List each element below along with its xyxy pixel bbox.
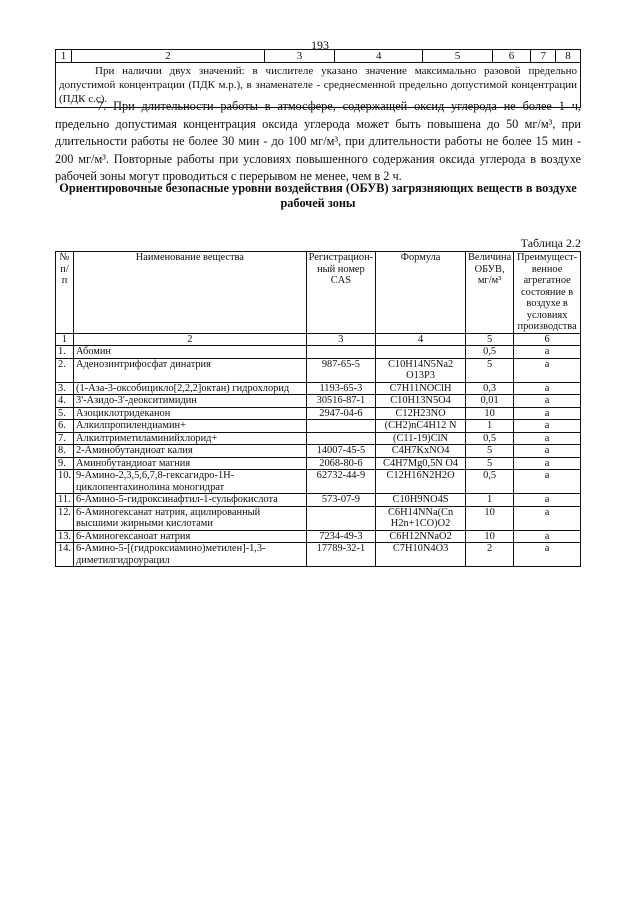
cas-number	[306, 506, 376, 530]
obuv-value: 5	[465, 457, 513, 470]
column-number: 5	[465, 333, 513, 346]
row-number: 9.	[56, 457, 74, 470]
cas-number	[306, 420, 376, 433]
section-title: Ориентировочные безопасные уровни воздействия (ОБУВ) загрязняющих веществ в воздухе рабочей зоны	[59, 181, 577, 210]
row-number: 6.	[56, 420, 74, 433]
substance-name: 6-Аминогексаноат натрия	[74, 530, 307, 543]
substance-name: (1-Аза-3-оксобицикло[2,2,2]октан) гидрохлорид	[74, 382, 307, 395]
obuv-value: 0,3	[465, 382, 513, 395]
substance-name: 2-Аминобутандиоат калия	[74, 445, 307, 458]
aggregate-state: а	[514, 506, 581, 530]
row-number: 12.	[56, 506, 74, 530]
obuv-value: 5	[465, 358, 513, 382]
formula: C7H11NOClH	[376, 382, 466, 395]
cas-number	[306, 432, 376, 445]
column-number: 3	[264, 50, 334, 63]
column-number: 6	[492, 50, 531, 63]
column-number: 4	[376, 333, 466, 346]
cas-number: 1193-65-3	[306, 382, 376, 395]
table-row	[56, 407, 581, 420]
table-row	[56, 543, 581, 567]
obuv-value: 0,5	[465, 346, 513, 359]
table-row	[56, 530, 581, 543]
obuv-value: 10	[465, 506, 513, 530]
aggregate-state: а	[514, 382, 581, 395]
obuv-value: 0,01	[465, 395, 513, 408]
column-number: 8	[556, 50, 581, 63]
obuv-value: 2	[465, 543, 513, 567]
cas-number: 987-65-5	[306, 358, 376, 382]
row-number: 2.	[56, 358, 74, 382]
header-number: № п/п	[56, 252, 74, 334]
cas-number: 2068-80-6	[306, 457, 376, 470]
aggregate-state: а	[514, 530, 581, 543]
formula: C6H12NNaO2	[376, 530, 466, 543]
column-number: 6	[514, 333, 581, 346]
row-number: 10.	[56, 470, 74, 494]
row-number: 13.	[56, 530, 74, 543]
table-note: При наличии двух значений: в числителе указано значение максимально разовой предельно допустимой концентрации (ПДК м.р.), в знаменателе - среднесменной предельно допустимой концентрации (ПДК с.с).	[56, 63, 581, 108]
obuv-value: 10	[465, 530, 513, 543]
obuv-value: 10	[465, 407, 513, 420]
formula: (CH2)nC4H12 N	[376, 420, 466, 433]
column-number-row	[56, 50, 581, 63]
table-header-row	[56, 252, 581, 334]
row-number: 8.	[56, 445, 74, 458]
column-number-row	[56, 333, 581, 346]
cas-number: 17789-32-1	[306, 543, 376, 567]
column-number: 2	[71, 50, 264, 63]
page-number: 193	[311, 38, 329, 52]
cas-number: 2947-04-6	[306, 407, 376, 420]
table-row	[56, 470, 581, 494]
substance-name: 3'-Азидо-3'-деокситимидин	[74, 395, 307, 408]
table-row	[56, 457, 581, 470]
formula: C4H7KxNO4	[376, 445, 466, 458]
formula: C10H13N5O4	[376, 395, 466, 408]
formula: C10H14N5Na2 O13P3	[376, 358, 466, 382]
aggregate-state: а	[514, 457, 581, 470]
obuv-value: 0,5	[465, 470, 513, 494]
aggregate-state: а	[514, 445, 581, 458]
formula: C10H9NO4S	[376, 494, 466, 507]
column-number: 3	[306, 333, 376, 346]
aggregate-state: а	[514, 420, 581, 433]
cas-number: 62732-44-9	[306, 470, 376, 494]
aggregate-state: а	[514, 358, 581, 382]
table-row	[56, 420, 581, 433]
table-row	[56, 346, 581, 359]
column-number: 2	[74, 333, 307, 346]
header-cas: Регистрацион-ный номер CAS	[306, 252, 376, 334]
obuv-value: 5	[465, 445, 513, 458]
substance-name: Алкилтриметиламинийхлорид+	[74, 432, 307, 445]
row-number: 14.	[56, 543, 74, 567]
obuv-value: 1	[465, 420, 513, 433]
aggregate-state: а	[514, 395, 581, 408]
cas-number	[306, 346, 376, 359]
formula: C7H10N4O3	[376, 543, 466, 567]
table-row	[56, 432, 581, 445]
cas-number: 14007-45-5	[306, 445, 376, 458]
row-number: 4.	[56, 395, 74, 408]
substance-name: Аденозинтрифосфат динатрия	[74, 358, 307, 382]
table-row	[56, 382, 581, 395]
column-number: 5	[423, 50, 492, 63]
substance-name: Абомин	[74, 346, 307, 359]
table-row	[56, 445, 581, 458]
substance-name: Азоциклотридеканон	[74, 407, 307, 420]
table-row	[56, 395, 581, 408]
row-number: 11.	[56, 494, 74, 507]
paragraph-7: 7. При длительности работы в атмосфере, содержащей оксид углерода не более 1 ч, предельно допустимая концентрация оксида углерода может быть повышена до 50 мг/м³, при длительности работы не более 30 мин - до 100 мг/м³, при длительности работы не более 15 мин - 200 мг/м³. Повторные работы при условиях повышенного содержания оксида углерода в воздухе рабочей зоны могут проводиться с перерывом не менее, чем в 2 ч.	[55, 99, 581, 183]
substance-name: 6-Аминогексанат натрия, ацилированный высшими жирными кислотами	[74, 506, 307, 530]
substance-name: 6-Амино-5-гидроксинафтил-1-сульфокислота	[74, 494, 307, 507]
aggregate-state: а	[514, 407, 581, 420]
column-number: 1	[56, 333, 74, 346]
cas-number: 30516-87-1	[306, 395, 376, 408]
obuv-value: 1	[465, 494, 513, 507]
formula: C12H23NO	[376, 407, 466, 420]
column-number: 1	[56, 50, 72, 63]
table-row	[56, 506, 581, 530]
formula: C4H7Mg0,5N O4	[376, 457, 466, 470]
cas-number: 573-07-9	[306, 494, 376, 507]
aggregate-state: а	[514, 346, 581, 359]
aggregate-state: а	[514, 543, 581, 567]
aggregate-state: а	[514, 494, 581, 507]
aggregate-state: а	[514, 470, 581, 494]
table-row	[56, 358, 581, 382]
header-formula: Формула	[376, 252, 466, 334]
aggregate-state: а	[514, 432, 581, 445]
substance-name: 9-Амино-2,3,5,6,7,8-гексагидро-1Н-циклопентахинолина моногидрат	[74, 470, 307, 494]
cas-number: 7234-49-3	[306, 530, 376, 543]
row-number: 7.	[56, 432, 74, 445]
row-number: 1.	[56, 346, 74, 359]
substance-name: Алкилпропилендиамин+	[74, 420, 307, 433]
obuv-value: 0,5	[465, 432, 513, 445]
row-number: 3.	[56, 382, 74, 395]
formula: C6H14NNa(Cn H2n+1CO)O2	[376, 506, 466, 530]
table-row	[56, 494, 581, 507]
formula: (C11-19)ClN	[376, 432, 466, 445]
formula	[376, 346, 466, 359]
header-state: Преимущест-венное агрегатное состояние в воздухе в условиях производства	[514, 252, 581, 334]
row-number: 5.	[56, 407, 74, 420]
table-caption: Таблица 2.2	[520, 236, 581, 250]
column-number: 7	[531, 50, 556, 63]
obuv-table	[55, 251, 581, 567]
substance-name: 6-Амино-5-[(гидроксиамино)метилен]-1,3- диметилгидроурацил	[74, 543, 307, 567]
formula: C12H16N2H2O	[376, 470, 466, 494]
column-number: 4	[335, 50, 423, 63]
substance-name: Аминобутандиоат магния	[74, 457, 307, 470]
header-substance: Наименование вещества	[74, 252, 307, 334]
header-obuv: Величина ОБУВ, мг/м³	[465, 252, 513, 334]
